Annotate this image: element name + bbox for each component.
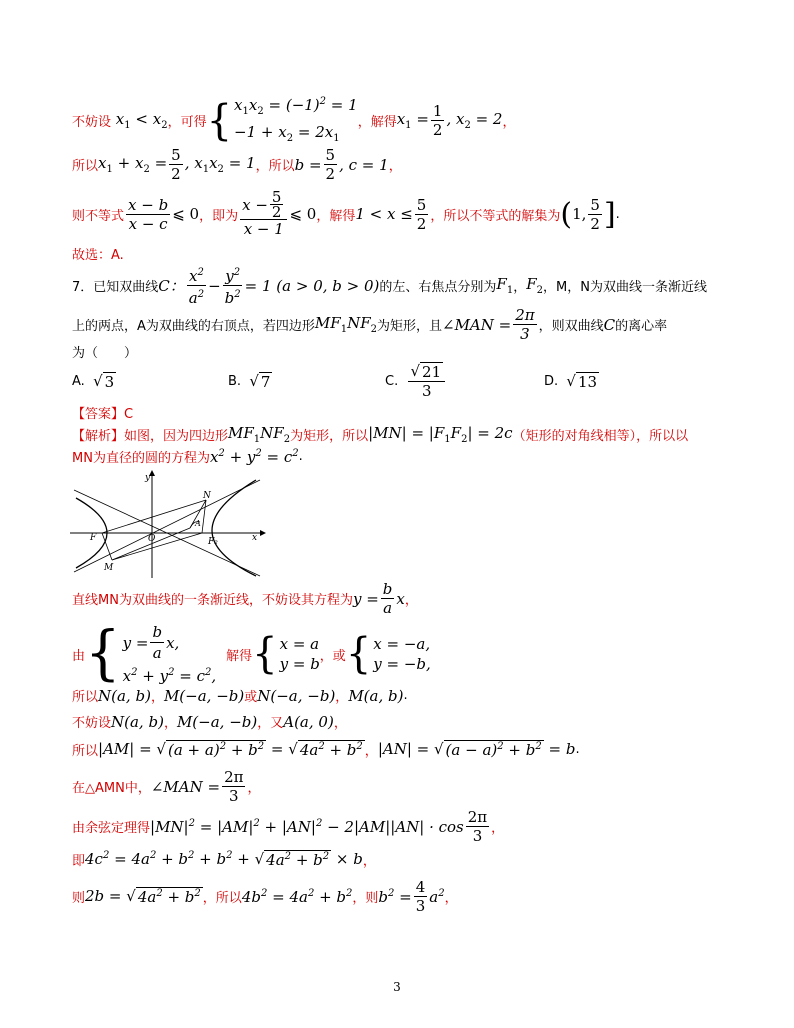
label-x: x <box>252 533 258 543</box>
fraction: $\frac{1}{2}$ <box>432 102 443 139</box>
text: 不妨设 <box>72 716 112 731</box>
formula: M(a, b) <box>348 686 404 705</box>
formula: $x^2 + y^2 = c^2$ <box>209 447 299 466</box>
option-label: C. <box>385 373 399 389</box>
analysis-line-2 <box>72 447 303 466</box>
question-7-line-3: 为（ ） <box>72 346 138 361</box>
text: 上的两点，A为双曲线的右顶点，若四边形 <box>72 319 315 334</box>
text: ， <box>333 716 347 731</box>
fraction: x − $\frac{5}{2}$ x − 1 <box>240 190 287 238</box>
formula: $x_1$ = <box>396 110 429 131</box>
text: ， <box>335 690 349 705</box>
formula: M(−a, −b) <box>176 712 258 731</box>
text: ， <box>247 781 261 796</box>
formula: , $x_1x_2 = 1$ <box>184 154 256 175</box>
answer-line: 【答案】C <box>72 407 134 422</box>
formula: $4b^2 = 4a^2 + b^2$ <box>241 887 353 906</box>
text: 所以 <box>72 744 99 759</box>
formula: , $x_2 = 2$ <box>446 110 503 131</box>
formula: y = <box>352 589 379 608</box>
formula: $a^2$ <box>429 887 445 906</box>
text: ， <box>364 744 378 759</box>
text: ，或 <box>319 648 346 664</box>
label-a: A <box>195 519 201 528</box>
text: ， <box>491 821 505 836</box>
text: 所以 <box>72 690 99 705</box>
formula: = 1 (a > 0, b > 0) <box>244 276 380 295</box>
text: ，又 <box>257 716 284 731</box>
text: ， <box>513 280 527 295</box>
formula: $4c^2 = 4a^2 + b^2 + b^2$ + √ $4a^2 + b^2$ × b <box>85 850 363 869</box>
text: 或 <box>244 690 258 705</box>
label-o: O <box>148 534 156 544</box>
solution-step-1 <box>72 580 418 617</box>
formula: ⩽ 0 <box>172 205 200 223</box>
formula: N(a, b) <box>98 686 151 705</box>
solution-step-5 <box>72 740 580 759</box>
formula: C： <box>158 277 185 295</box>
formula: $x_1 < x_2$ <box>111 110 168 131</box>
label-f2: F₂ <box>208 537 218 547</box>
text: ， <box>362 854 376 869</box>
text: ，所以 <box>202 891 242 906</box>
solution-line-3 <box>72 190 620 238</box>
fraction: $\frac{y^2}{b^2}$ <box>223 264 243 307</box>
formula: $|MN|^2 = |AM|^2 + |AN|^2 - 2|AM||AN| \cdot \cos$ <box>150 817 464 836</box>
text: 直线MN为双曲线的一条渐近线，不妨设其方程为 <box>72 593 353 608</box>
formula: M(−a, −b) <box>163 686 245 705</box>
formula: ∠MAN = <box>442 315 512 334</box>
text: 则不等式 <box>72 208 125 224</box>
text: 【解析】如图，因为四边形 <box>72 429 229 444</box>
formula: $b^2$ = <box>378 887 412 906</box>
option-c <box>385 362 447 400</box>
fraction: $\frac{4}{3}$ <box>415 878 426 915</box>
text: 为矩形，所以 <box>290 429 369 444</box>
text: 由 <box>72 648 86 664</box>
option-label: D. <box>544 374 559 389</box>
text: 由余弦定理得 <box>72 821 151 836</box>
formula: $F_1$ <box>496 275 514 296</box>
equation-system: { $x_1x_2 = (-1)^2 = 1$ $-1 + x_2 = 2x_1$ <box>206 96 358 145</box>
option-d <box>544 372 599 391</box>
label-m: M <box>104 563 114 573</box>
text: ，所以不等式的解集为 <box>430 208 561 224</box>
text: 7．已知双曲线 <box>72 280 159 295</box>
text: ， <box>163 716 177 731</box>
equation-system: { x = a y = b <box>252 629 320 679</box>
formula: , c = 1 <box>339 155 389 174</box>
choice-line: 故选：A. <box>72 248 124 263</box>
formula: 2b = √ $4a^2 + b^2$ <box>85 887 201 906</box>
fraction: $\frac{5}{2}$ <box>171 146 181 183</box>
formula: ⩽ 0 <box>289 205 317 223</box>
text: （矩形的对角线相等），所以以 <box>512 429 689 444</box>
text: ， <box>502 115 516 130</box>
text: 不妨设 <box>72 115 112 130</box>
analysis-line-1 <box>72 424 688 445</box>
label-f1: F <box>90 533 97 543</box>
solution-step-6 <box>72 768 261 805</box>
text: 为矩形，且 <box>376 319 442 334</box>
text: . <box>403 688 408 703</box>
formula: |AM| = √ $(a + a)^2 + b^2$ = √ $4a^2 + b^2$ <box>98 740 363 759</box>
formula: 1 < x ≤ <box>355 205 413 223</box>
question-7-line-2 <box>72 306 667 343</box>
solution-step-4 <box>72 712 347 731</box>
fraction: $\frac{2\pi}{3}$ <box>467 808 488 845</box>
fraction: $\frac{x - b}{x - c}$ <box>128 195 169 233</box>
formula: N(a, b) <box>111 712 164 731</box>
formula: N(−a, −b) <box>257 686 336 705</box>
solution-step-2 <box>72 619 431 688</box>
formula: A(a, 0) <box>283 712 334 731</box>
formula: $F_2$ <box>526 275 544 296</box>
formula: √ 13 <box>566 372 598 391</box>
text: 的左、右焦点分别为 <box>379 280 497 295</box>
text: ，则双曲线 <box>538 319 604 334</box>
text: 的离心率 <box>615 319 668 334</box>
label-n: N <box>203 491 211 501</box>
text: ， <box>543 280 557 295</box>
text: ， <box>388 159 402 174</box>
text: 则 <box>72 891 86 906</box>
text: 在△AMN中， <box>72 781 151 796</box>
text: ，则 <box>352 891 379 906</box>
text: ，所以 <box>255 159 295 174</box>
fraction: $\frac{5}{2}$ <box>325 146 336 183</box>
formula: b = <box>294 155 322 174</box>
text: ， <box>150 690 164 705</box>
text: . <box>298 449 303 464</box>
fraction: √ 21 3 <box>408 362 445 400</box>
fraction: $\frac{5}{2}$ <box>416 195 427 233</box>
formula: x <box>396 589 405 608</box>
solution-step-3 <box>72 686 408 705</box>
solution-step-7 <box>72 808 504 845</box>
label-y: y <box>145 473 151 483</box>
solution-line-2 <box>72 146 402 183</box>
text: ，解得 <box>357 115 397 130</box>
page-number: 3 <box>393 980 401 994</box>
equation-system: { y = $\frac{b}{a}$ x, $x^2 + y^2 = c^2$, <box>85 619 217 688</box>
fraction: $\frac{2\pi}{3}$ <box>224 768 244 805</box>
option-label: A. <box>72 374 85 389</box>
formula: |AN| = √ $(a - a)^2 + b^2$ = b <box>377 740 576 759</box>
text: ，解得 <box>316 208 356 224</box>
option-label: B. <box>228 374 242 389</box>
formula: C <box>603 315 616 334</box>
text: . <box>615 206 620 222</box>
text: 所以 <box>72 159 99 174</box>
text: ，可得 <box>167 115 207 130</box>
question-7-line-1: 7．已知双曲线 C： $\frac{x^2}{a^2}$ − $\frac{y^2}{b^2}$ = 1 (a > 0, b > 0) 的左、右焦点分别为 $F_1$ ， $F_2$ ， M，N为双曲线一条渐近线 <box>72 264 707 307</box>
asymptote-1 <box>74 480 260 572</box>
formula: ( 1, $\frac{5}{2}$ ] <box>560 195 616 233</box>
formula: ∠MAN = <box>150 777 221 796</box>
hyperbola-figure <box>68 468 268 580</box>
solution-step-8 <box>72 850 376 869</box>
formula: √ 3 <box>93 372 115 391</box>
hyperbola-right-branch <box>212 480 256 576</box>
text: ， <box>404 593 418 608</box>
formula: √ 7 <box>249 372 271 391</box>
option-a <box>72 372 116 391</box>
formula: $|MN| = |F_1F_2| = 2c$ <box>368 424 513 445</box>
text: M，N为双曲线一条渐近线 <box>556 280 707 295</box>
formula: $MF_1NF_2$ <box>314 314 377 335</box>
formula: $MF_1NF_2$ <box>228 424 291 445</box>
text: . <box>575 742 580 757</box>
text: ， <box>444 891 458 906</box>
solution-line-1 <box>72 92 515 149</box>
fraction: $\frac{b}{a}$ <box>382 580 393 617</box>
equation-system: { x = −a, y = −b, <box>345 629 431 679</box>
text: 解得 <box>226 648 253 664</box>
fraction: $\frac{x^2}{a^2}$ <box>187 264 206 307</box>
text: 即 <box>72 854 86 869</box>
text: MN为直径的圆的方程为 <box>72 451 210 466</box>
fraction: $\frac{2\pi}{3}$ <box>515 306 535 343</box>
formula: $x_1 + x_2$ = <box>98 154 168 175</box>
solution-step-9 <box>72 878 458 915</box>
text: ，即为 <box>199 208 239 224</box>
option-b <box>228 372 272 391</box>
